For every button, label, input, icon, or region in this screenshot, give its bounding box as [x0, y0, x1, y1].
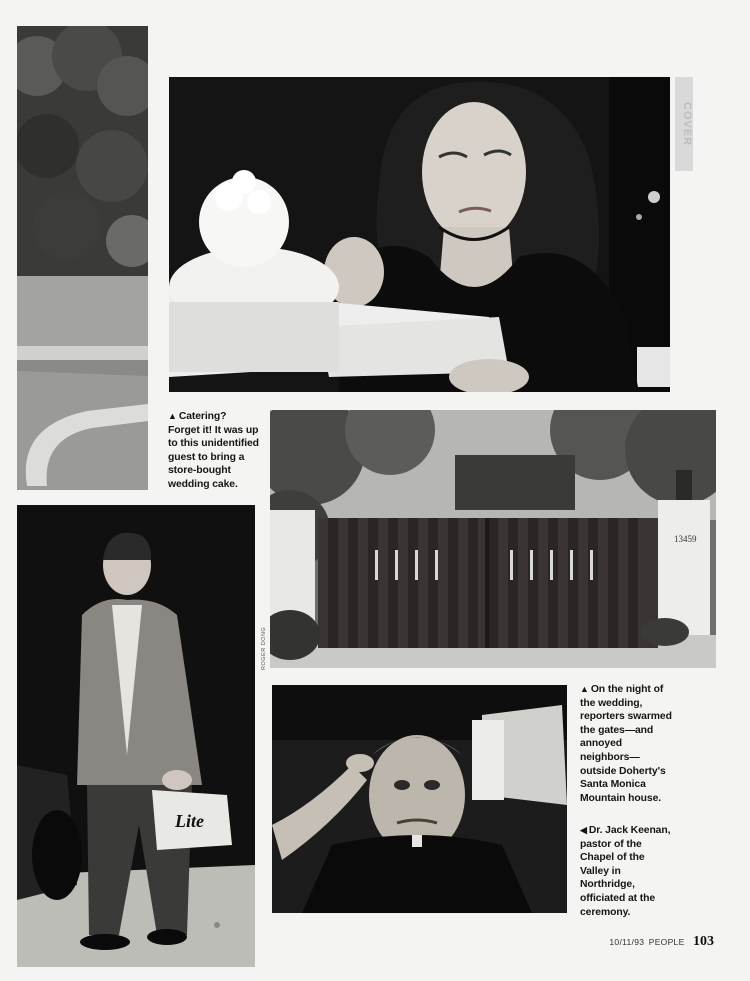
photo-jack-keenan [272, 685, 567, 913]
page-number: 103 [693, 934, 714, 949]
issue-date: 10/11/93 [609, 937, 645, 947]
section-tab: COVER [675, 77, 693, 171]
page-folio [609, 932, 714, 950]
photo-credit: ROGER DONG [261, 626, 267, 670]
house-number: 13459 [674, 534, 697, 544]
photo-guest-with-beer [17, 505, 255, 967]
photo-gates [270, 410, 716, 668]
caption-keenan: ◀ Dr. Jack Keenan, pastor of the Chapel of the Valley in Northridge, officiated at the ceremony. [580, 825, 671, 918]
caption-gates: ▲ On the night of the wedding, reporters swarmed the gates—and annoyed neighbors—outside Doherty's Santa Monica Mountain house. [580, 684, 672, 804]
magazine-name: PEOPLE [648, 937, 685, 947]
triangle-up-icon: ▲ [580, 684, 589, 694]
photo-driveway [17, 26, 148, 490]
beer-label: Lite [175, 811, 204, 831]
caption-catering: ▲ Catering? Forget it! It was up to this unidentified guest to bring a store-bought wedding cake. [168, 411, 259, 490]
triangle-left-icon: ◀ [580, 825, 587, 835]
photo-guest-with-cake [169, 77, 670, 392]
triangle-up-icon: ▲ [168, 411, 177, 421]
